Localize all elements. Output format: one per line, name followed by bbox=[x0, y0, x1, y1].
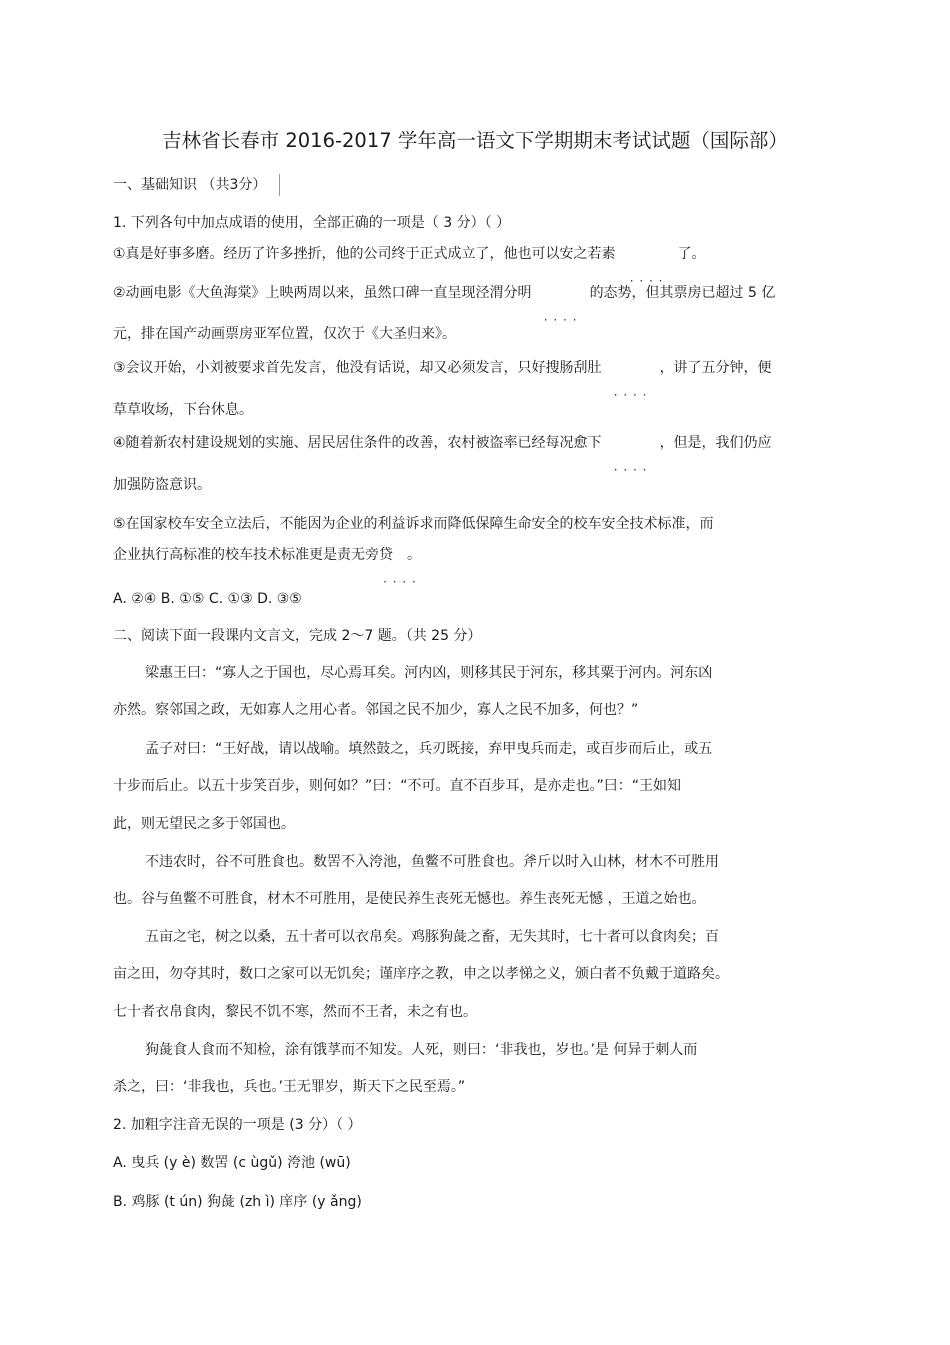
heading-divider bbox=[279, 174, 280, 196]
passage-p3-line2: 也。谷与鱼鳖不可胜食，材木不可胜用，是使民养生丧死无憾也。养生丧死无憾 ，王道之始也。 bbox=[113, 891, 706, 907]
sentence-5-text: 企业执行高标准的校车技术标准更是责无旁贷 bbox=[113, 547, 393, 563]
sentence-3-cont: 草草收场，下台休息。 bbox=[113, 402, 253, 418]
sentence-3 bbox=[113, 358, 772, 378]
passage-p2-line3: 此，则无望民之多于邻国也。 bbox=[113, 816, 295, 832]
passage-p5-line2: 杀之，曰：‘非我也，兵也。’王无罪岁，斯天下之民至焉。” bbox=[113, 1079, 466, 1095]
sentence-5-cont bbox=[113, 545, 421, 565]
sentence-1 bbox=[113, 244, 706, 264]
document-title: 吉林省长春市 2016-2017 学年高一语文下学期期末考试试题（国际部） bbox=[162, 129, 788, 152]
passage-p1-line1: 梁惠王曰：“寡人之于国也，尽心焉耳矣。河内凶，则移其民于河东，移其粟于河内。河东凶 bbox=[145, 665, 713, 681]
question2-stem: 2. 加粗字注音无误的一项是 (3 分）（ ） bbox=[113, 1117, 362, 1133]
passage-p4-line1: 五亩之宅，树之以桑，五十者可以衣帛矣。鸡豚狗彘之畜，无失其时，七十者可以食肉矣；百 bbox=[145, 929, 719, 945]
section1-heading: 一、基础知识 （共3分） bbox=[113, 177, 267, 193]
sentence-1-text: ①真是好事多磨。经历了许多挫折，他的公司终于正式成立了，他也可以安之若素 bbox=[113, 246, 616, 262]
section2-heading: 二、阅读下面一段课内文言文，完成 2～7 题。（共 25 分） bbox=[113, 628, 482, 644]
passage-p2-line2: 十步而后止。以五十步笑百步，则何如？”曰：“不可。直不百步耳，是亦走也。”曰：“王如知 bbox=[113, 778, 682, 794]
passage-p3-line1: 不违农时，谷不可胜食也。数罟不入洿池，鱼鳖不可胜食也。斧斤以时入山林，材木不可胜用 bbox=[145, 854, 719, 870]
sentence-5-end: 。 bbox=[407, 547, 421, 563]
sentence-5: ⑤在国家校车安全立法后，不能因为企业的利益诉求而降低保障生命安全的校车安全技术标准，而 bbox=[113, 516, 714, 532]
sentence-3-text: ③会议开始，小刘被要求首先发言，他没有话说，却又必须发言，只好搜肠刮肚 bbox=[113, 360, 602, 376]
question1-options: A. ②④ B. ①⑤ C. ①③ D. ③⑤ bbox=[113, 591, 302, 607]
sentence-2-text: ②动画电影《大鱼海棠》上映两周以来，虽然口碑一直呈现泾渭分明 bbox=[113, 285, 532, 301]
question1-stem: 1. 下列各句中加点成语的使用，全部正确的一项是（ 3 分）（ ） bbox=[113, 215, 511, 231]
sentence-4 bbox=[113, 433, 772, 453]
sentence-2 bbox=[113, 283, 775, 303]
passage-p2-line1: 孟子对曰：“王好战，请以战喻。填然鼓之，兵刃既接，弃甲曳兵而走，或百步而后止，或五 bbox=[145, 741, 713, 757]
sentence-4-end: ，但是，我们仍应 bbox=[659, 435, 772, 451]
question2-option-a: A. 曳兵 (y è) 数罟 (c ùgǔ) 洿池 (wū) bbox=[113, 1155, 351, 1171]
sentence-4-text: ④随着新农村建设规划的实施、居民居住条件的改善，农村被盗率已经每况愈下 bbox=[113, 435, 602, 451]
passage-p5-line1: 狗彘食人食而不知检，涂有饿莩而不知发。人死，则曰：‘非我也，岁也。’是 何异于刺人而 bbox=[145, 1042, 698, 1058]
sentence-2-cont: 元，排在国产动画票房亚军位置，仅次于《大圣归来》。 bbox=[113, 326, 456, 342]
question2-option-b: B. 鸡豚 (t ún) 狗彘 (zh ì) 庠序 (y ǎng) bbox=[113, 1194, 362, 1210]
sentence-3-end: ，讲了五分钟，便 bbox=[659, 360, 772, 376]
passage-p4-line2: 亩之田，勿夺其时，数口之家可以无饥矣；谨庠序之教，申之以孝悌之义，颁白者不负戴于道路矣。 bbox=[113, 966, 729, 982]
passage-p1-line2: 亦然。察邻国之政，无如寡人之用心者。邻国之民不加少，寡人之民不加多，何也？” bbox=[113, 702, 639, 718]
sentence-4-cont: 加强防盗意识。 bbox=[113, 477, 211, 493]
sentence-2-end: 的态势，但其票房已超过 5 亿 bbox=[589, 285, 776, 301]
passage-p4-line3: 七十者衣帛食肉，黎民不饥不寒，然而不王者，未之有也。 bbox=[113, 1004, 477, 1020]
sentence-1-end: 了。 bbox=[677, 246, 706, 262]
